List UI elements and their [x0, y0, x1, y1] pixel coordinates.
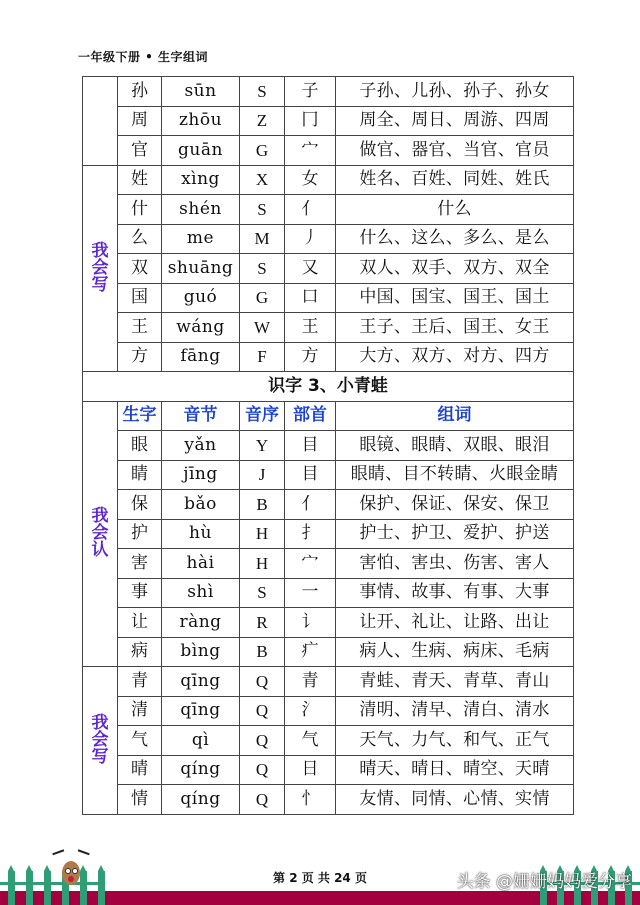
table-row — [83, 578, 574, 608]
phonetic-order-cell: Q — [240, 755, 285, 785]
radical-cell: 又 — [285, 254, 336, 284]
pinyin-cell: qíng — [162, 785, 240, 815]
character-cell: 清 — [118, 696, 162, 726]
pinyin-cell: ràng — [162, 608, 240, 638]
pinyin-cell: zhōu — [162, 106, 240, 136]
phonetic-order-cell: S — [240, 254, 285, 284]
radical-cell: 方 — [285, 342, 336, 372]
character-cell: 官 — [118, 136, 162, 166]
character-cell: 姓 — [118, 165, 162, 195]
words-cell: 病人、生病、病床、毛病 — [336, 637, 574, 667]
group-label-char: 会 — [91, 257, 109, 278]
radical-cell: 讠 — [285, 608, 336, 638]
character-cell: 保 — [118, 490, 162, 520]
pinyin-cell: xìng — [162, 165, 240, 195]
pinyin-cell: yǎn — [162, 431, 240, 461]
words-cell: 中国、国宝、国王、国土 — [336, 283, 574, 313]
table-row — [83, 667, 574, 697]
radical-cell: 疒 — [285, 637, 336, 667]
words-cell: 什么 — [336, 195, 574, 225]
phonetic-order-cell: G — [240, 136, 285, 166]
character-cell: 孙 — [118, 77, 162, 107]
words-cell: 护士、护卫、爱护、护送 — [336, 519, 574, 549]
words-cell: 害怕、害虫、伤害、害人 — [336, 549, 574, 579]
phonetic-order-cell: H — [240, 549, 285, 579]
column-header-char: 生字 — [118, 401, 162, 431]
table-row — [83, 313, 574, 343]
pinyin-cell: hài — [162, 549, 240, 579]
words-cell: 清明、清早、清白、清水 — [336, 696, 574, 726]
character-cell: 害 — [118, 549, 162, 579]
table-row — [83, 342, 574, 372]
table-row — [83, 136, 574, 166]
radical-cell: 忄 — [285, 785, 336, 815]
phonetic-order-cell: Y — [240, 431, 285, 461]
group-label-char: 我 — [91, 712, 109, 733]
table-row — [83, 195, 574, 225]
table-row — [83, 519, 574, 549]
phonetic-order-cell: Q — [240, 667, 285, 697]
pinyin-cell: bìng — [162, 637, 240, 667]
radical-cell: 宀 — [285, 136, 336, 166]
phonetic-order-cell: M — [240, 224, 285, 254]
character-cell: 情 — [118, 785, 162, 815]
group-label — [83, 401, 118, 667]
words-cell: 子孙、儿孙、孙子、孙女 — [336, 77, 574, 107]
watermark: 头条 @姗姗妈妈爱分享 — [456, 872, 632, 892]
radical-cell: 亻 — [285, 490, 336, 520]
character-cell: 青 — [118, 667, 162, 697]
group-label-char: 我 — [91, 506, 109, 527]
page-number: 第 2 页 共 24 页 — [273, 871, 367, 885]
words-cell: 姓名、百姓、同姓、姓氏 — [336, 165, 574, 195]
character-cell: 么 — [118, 224, 162, 254]
pinyin-cell: bǎo — [162, 490, 240, 520]
radical-cell: 王 — [285, 313, 336, 343]
pinyin-cell: wáng — [162, 313, 240, 343]
table-row — [83, 549, 574, 579]
table-row — [83, 637, 574, 667]
table-row — [83, 431, 574, 461]
phonetic-order-cell: Z — [240, 106, 285, 136]
pinyin-cell: me — [162, 224, 240, 254]
pinyin-cell: fāng — [162, 342, 240, 372]
table-row — [83, 106, 574, 136]
radical-cell: 口 — [285, 283, 336, 313]
character-cell: 方 — [118, 342, 162, 372]
pinyin-cell: guān — [162, 136, 240, 166]
group-label-char: 写 — [91, 274, 109, 295]
words-cell: 什么、这么、多么、是么 — [336, 224, 574, 254]
radical-cell: 目 — [285, 431, 336, 461]
radical-cell: 青 — [285, 667, 336, 697]
radical-cell: 气 — [285, 726, 336, 756]
group-label — [83, 77, 118, 166]
words-cell: 让开、礼让、让路、出让 — [336, 608, 574, 638]
section-title: 识字 3、小青蛙 — [83, 372, 574, 402]
radical-cell: 目 — [285, 460, 336, 490]
pinyin-cell: hù — [162, 519, 240, 549]
words-cell: 眼镜、眼睛、双眼、眼泪 — [336, 431, 574, 461]
pinyin-cell: qīng — [162, 696, 240, 726]
phonetic-order-cell: H — [240, 519, 285, 549]
phonetic-order-cell: X — [240, 165, 285, 195]
radical-cell: 扌 — [285, 519, 336, 549]
phonetic-order-cell: S — [240, 578, 285, 608]
words-cell: 大方、双方、对方、四方 — [336, 342, 574, 372]
table-row — [83, 490, 574, 520]
phonetic-order-cell: W — [240, 313, 285, 343]
pinyin-cell: shén — [162, 195, 240, 225]
group-label-char: 我 — [91, 240, 109, 261]
phonetic-order-cell: R — [240, 608, 285, 638]
character-cell: 护 — [118, 519, 162, 549]
phonetic-order-cell: F — [240, 342, 285, 372]
words-cell: 青蛙、青天、青草、青山 — [336, 667, 574, 697]
phonetic-order-cell: Q — [240, 696, 285, 726]
character-cell: 眼 — [118, 431, 162, 461]
character-cell: 王 — [118, 313, 162, 343]
table-row — [83, 726, 574, 756]
words-cell: 双人、双手、双方、双全 — [336, 254, 574, 284]
table-row — [83, 785, 574, 815]
radical-cell: 氵 — [285, 696, 336, 726]
radical-cell: 一 — [285, 578, 336, 608]
words-cell: 天气、力气、和气、正气 — [336, 726, 574, 756]
pinyin-cell: guó — [162, 283, 240, 313]
radical-cell: 宀 — [285, 549, 336, 579]
words-cell: 眼睛、目不转睛、火眼金睛 — [336, 460, 574, 490]
character-cell: 气 — [118, 726, 162, 756]
group-label — [83, 165, 118, 372]
character-cell: 周 — [118, 106, 162, 136]
phonetic-order-cell: B — [240, 637, 285, 667]
table-row — [83, 77, 574, 107]
phonetic-order-cell: Q — [240, 785, 285, 815]
pinyin-cell: shì — [162, 578, 240, 608]
character-cell: 睛 — [118, 460, 162, 490]
radical-cell: 亻 — [285, 195, 336, 225]
words-cell: 做官、器官、当官、官员 — [336, 136, 574, 166]
column-header-pinyin: 音节 — [162, 401, 240, 431]
pinyin-cell: qì — [162, 726, 240, 756]
group-label-char: 会 — [91, 729, 109, 750]
character-cell: 双 — [118, 254, 162, 284]
page-footer — [0, 845, 640, 905]
words-cell: 周全、周日、周游、四周 — [336, 106, 574, 136]
phonetic-order-cell: B — [240, 490, 285, 520]
character-cell: 国 — [118, 283, 162, 313]
radical-cell: 日 — [285, 755, 336, 785]
radical-cell: 女 — [285, 165, 336, 195]
words-cell: 王子、王后、国王、女王 — [336, 313, 574, 343]
words-cell: 友情、同情、心情、实情 — [336, 785, 574, 815]
words-cell: 事情、故事、有事、大事 — [336, 578, 574, 608]
table-row — [83, 283, 574, 313]
table-row — [83, 696, 574, 726]
column-header-row — [83, 401, 574, 431]
radical-cell: 冂 — [285, 106, 336, 136]
table-row — [83, 755, 574, 785]
phonetic-order-cell: S — [240, 77, 285, 107]
column-header-order: 音序 — [240, 401, 285, 431]
phonetic-order-cell: Q — [240, 726, 285, 756]
radical-cell: 子 — [285, 77, 336, 107]
phonetic-order-cell: S — [240, 195, 285, 225]
section-title-row — [83, 372, 574, 402]
table-row — [83, 608, 574, 638]
character-table — [82, 76, 574, 815]
pinyin-cell: qīng — [162, 667, 240, 697]
table-row — [83, 224, 574, 254]
pinyin-cell: jīng — [162, 460, 240, 490]
phonetic-order-cell: G — [240, 283, 285, 313]
column-header-words: 组词 — [336, 401, 574, 431]
character-cell: 晴 — [118, 755, 162, 785]
column-header-radical: 部首 — [285, 401, 336, 431]
table-row — [83, 460, 574, 490]
group-label — [83, 667, 118, 815]
group-label-char: 认 — [91, 540, 109, 561]
pinyin-cell: qíng — [162, 755, 240, 785]
character-cell: 什 — [118, 195, 162, 225]
page-header: 一年级下册 • 生字组词 — [78, 50, 209, 64]
table-row — [83, 254, 574, 284]
words-cell: 保护、保证、保安、保卫 — [336, 490, 574, 520]
words-cell: 晴天、晴日、晴空、天晴 — [336, 755, 574, 785]
table-row — [83, 165, 574, 195]
group-label-char: 会 — [91, 523, 109, 544]
pinyin-cell: sūn — [162, 77, 240, 107]
character-cell: 病 — [118, 637, 162, 667]
phonetic-order-cell: J — [240, 460, 285, 490]
character-cell: 让 — [118, 608, 162, 638]
group-label-char: 写 — [91, 746, 109, 767]
pinyin-cell: shuāng — [162, 254, 240, 284]
radical-cell: 丿 — [285, 224, 336, 254]
character-cell: 事 — [118, 578, 162, 608]
